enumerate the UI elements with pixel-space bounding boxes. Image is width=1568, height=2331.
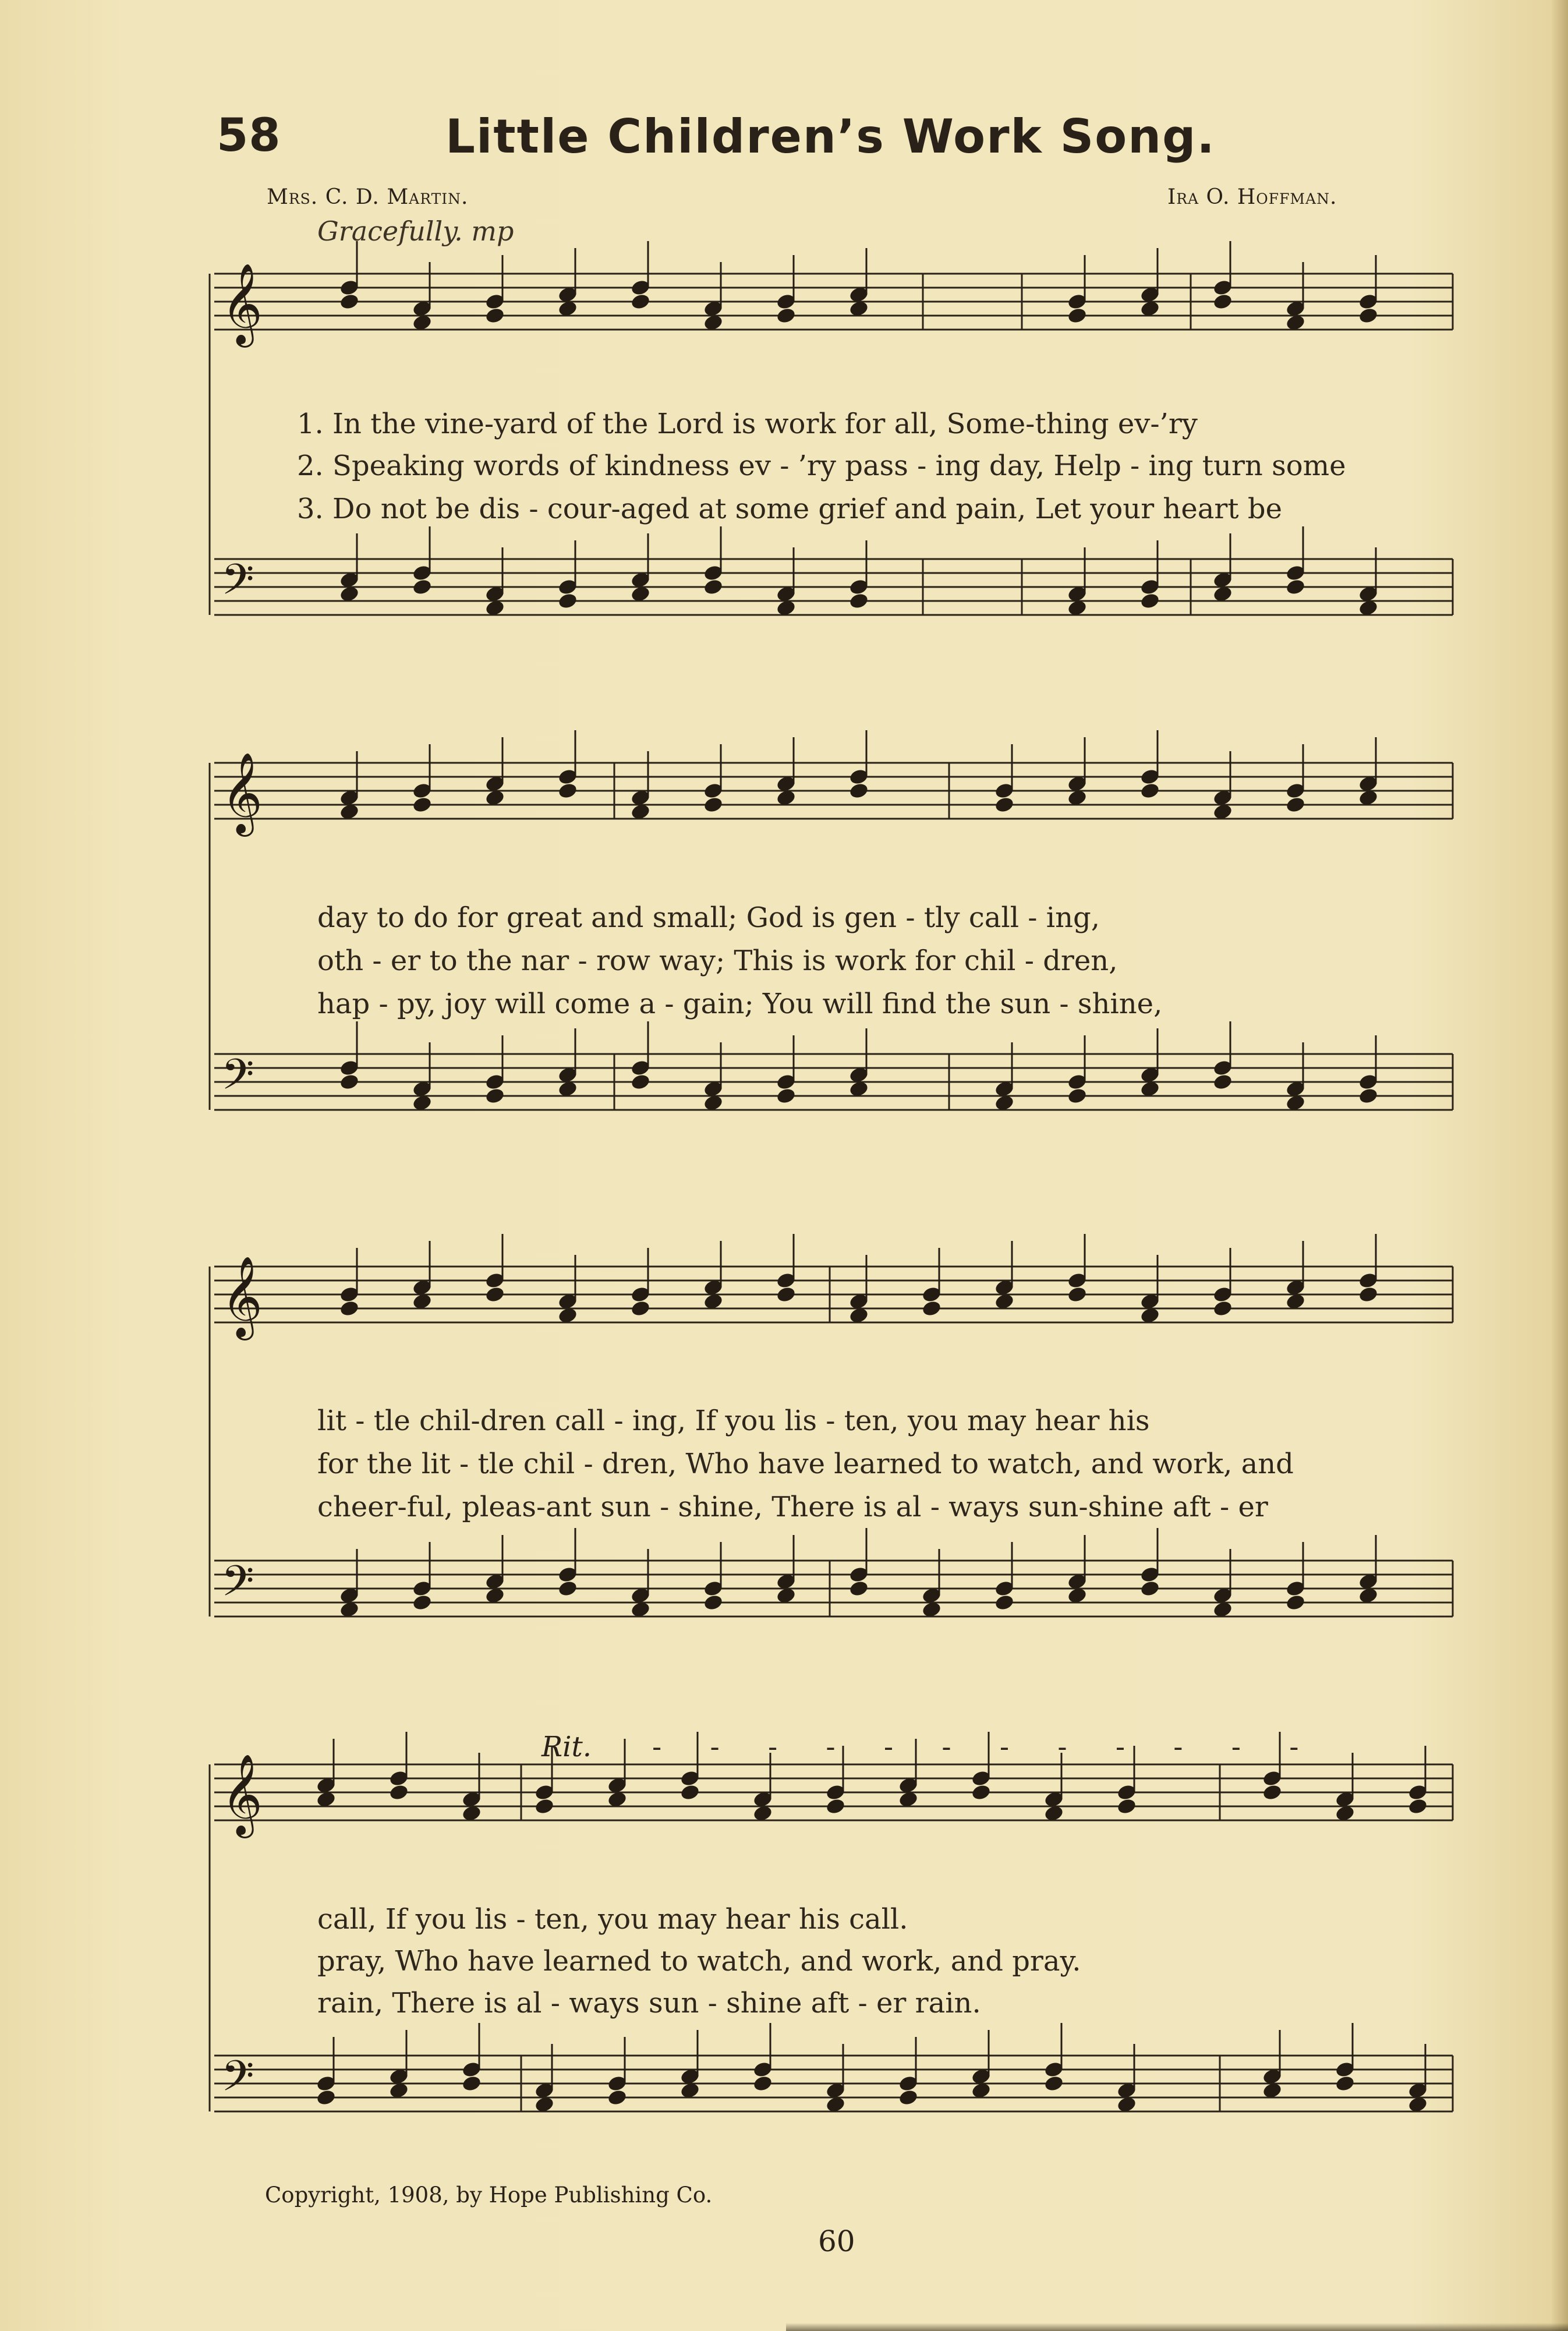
bass-clef-icon: 𝄢 [221,1049,254,1109]
note-head [534,1798,555,1816]
note-head [339,1300,360,1318]
system-1-verse-1: 1. In the vine-yard of the Lord is work for all, Some-thing ev-’ry [297,408,1198,440]
note-head [1262,1784,1283,1802]
note-head [630,1300,651,1318]
ritardando-dashes: - - - - - - - - - - - - [652,1731,1319,1763]
note-head [971,1784,992,1802]
note-head [1212,293,1233,311]
note-head [848,592,869,610]
note-head [557,1580,578,1598]
hymn-number: 58 [217,109,281,162]
system-3-verse-3: cheer-ful, pleas-ant sun - shine, There is al - ways sun-shine aft - er [317,1491,1268,1523]
system-4-verse-1: call, If you lis - ten, you may hear his call. [317,1903,908,1936]
note-head [1139,782,1160,800]
note-head [1139,592,1160,610]
note-head [1358,1087,1379,1105]
note-head [484,1087,505,1105]
note-head [703,1594,724,1612]
system-1-verse-3: 3. Do not be dis - cour-aged at some grief and pain, Let your heart be [297,493,1282,525]
note-head [557,782,578,800]
note-head [412,578,433,596]
note-head [630,1073,651,1091]
note-head [1407,1798,1428,1816]
bass-clef-icon: 𝄢 [221,2051,254,2111]
note-head [607,2089,628,2107]
system-4-verse-2: pray, Who have learned to watch, and work, and pray. [317,1945,1081,1978]
copyright-notice: Copyright, 1908, by Hope Publishing Co. [265,2183,713,2208]
bass-clef-icon: 𝄢 [221,1556,254,1616]
note-head [484,307,505,325]
note-head [1358,1286,1379,1304]
treble-clef-icon: 𝄞 [221,1754,263,1835]
note-head [848,782,869,800]
note-head [1067,1087,1088,1105]
treble-clef-icon: 𝄞 [221,752,263,833]
note-head [1358,307,1379,325]
note-head [994,1594,1015,1612]
note-head [994,796,1015,814]
note-head [461,2075,482,2093]
composer-credit: Ira O. Hoffman. [1167,185,1337,209]
note-head [1212,1300,1233,1318]
lyricist-credit: Mrs. C. D. Martin. [267,185,469,209]
system-2-verse-1: day to do for great and small; God is gen - tly call - ing, [317,901,1100,934]
note-head [921,1300,942,1318]
note-head [703,578,724,596]
note-head [630,293,651,311]
note-head [484,1286,505,1304]
note-head [825,1798,846,1816]
note-head [776,307,797,325]
note-head [703,796,724,814]
treble-clef-icon: 𝄞 [221,263,263,344]
note-head [1335,2075,1355,2093]
note-head [1285,796,1306,814]
page-number: 60 [818,2224,855,2258]
note-head [1043,2075,1064,2093]
note-head [898,2089,919,2107]
note-head [1212,1073,1233,1091]
note-head [316,2089,337,2107]
note-head [1067,1286,1088,1304]
note-head [388,1784,409,1802]
note-head [557,592,578,610]
note-head [412,1594,433,1612]
note-head [848,1580,869,1598]
note-head [1139,1580,1160,1598]
note-head [1067,307,1088,325]
treble-clef-icon: 𝄞 [221,1256,263,1337]
bass-clef-icon: 𝄢 [221,554,254,614]
system-2-verse-2: oth - er to the nar - row way; This is work for chil - dren, [317,945,1118,977]
note-head [1285,578,1306,596]
system-3-verse-2: for the lit - tle chil - dren, Who have learned to watch, and work, and [317,1448,1294,1480]
note-head [776,1087,797,1105]
note-head [1285,1594,1306,1612]
system-4-verse-3: rain, There is al - ways sun - shine aft - er rain. [317,1987,981,2019]
system-1-verse-2: 2. Speaking words of kindness ev - ’ry pass - ing day, Help - ing turn some [297,450,1346,482]
note-head [412,796,433,814]
note-head [339,293,360,311]
note-head [679,1784,700,1802]
hymn-title: Little Children’s Work Song. [445,109,1216,164]
note-head [752,2075,773,2093]
tempo-marking: Gracefully. mp [317,215,514,247]
note-head [1116,1798,1137,1816]
system-2-verse-3: hap - py, joy will come a - gain; You will find the sun - shine, [317,988,1163,1020]
ritardando-marking: Rit. [541,1731,592,1763]
system-3-verse-1: lit - tle chil-dren call - ing, If you lis - ten, you may hear his [317,1405,1150,1437]
note-head [776,1286,797,1304]
note-head [339,1073,360,1091]
